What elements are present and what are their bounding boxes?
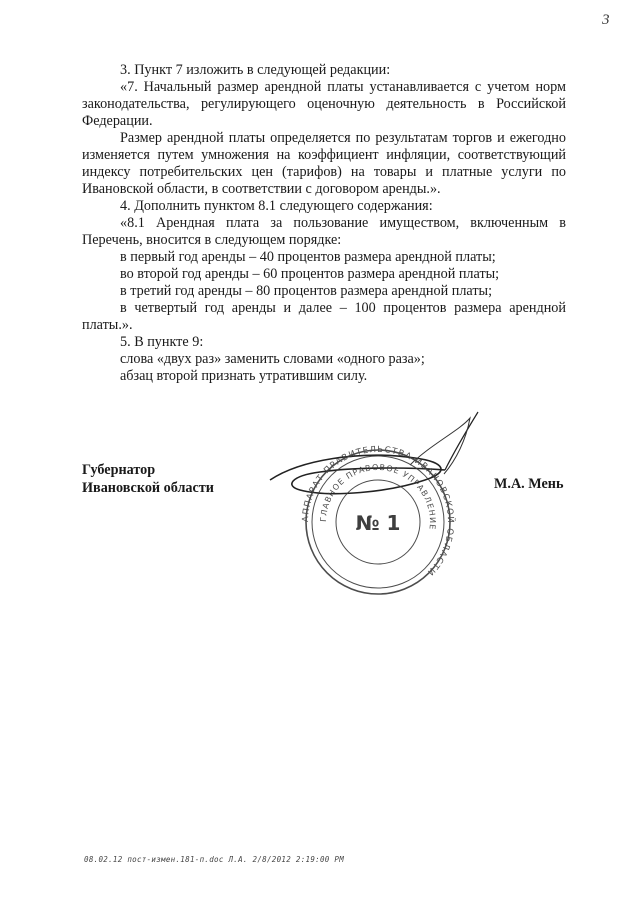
list-item-year-2: во второй год аренды – 60 процентов размера арендной платы; [120,266,500,282]
stamp [301,445,457,594]
paragraph-clause-8-1: «8.1 Арендная плата за пользование имуществом, включенным в Перечень, вносится в следующем порядке: [82,215,566,248]
stamp-inner-text: ГЛАВНОЕ ПРАВОВОЕ УПРАВЛЕНИЕ [318,462,438,531]
document-body [82,62,566,385]
stamp-outer-text: АППАРАТ ПРАВИТЕЛЬСТВА ИВАНОВСКОЙ ОБЛАСТИ [300,444,456,578]
list-item-replace-words: слова «двух раз» заменить словами «одного раза»; [120,351,425,367]
footer-file-info: 08.02.12 пост-измен.181-п.doc Л.А. 2/8/2012 2:19:00 PM [84,855,345,864]
signature-stroke-tail [445,412,478,470]
signature-and-stamp [230,410,490,595]
list-item-repeal-paragraph: абзац второй признать утратившим силу. [120,368,368,384]
paragraph-item-3: 3. Пункт 7 изложить в следующей редакции: [120,62,391,78]
paragraph-clause-7: «7. Начальный размер арендной платы устанавливается с учетом норм законодательства, регулирующего оценочную деятельность в Российской Федерации. [82,79,566,129]
signatory-name: М.А. Мень [494,476,564,492]
signatory-title-line2: Ивановской области [82,480,214,496]
paragraph-item-4: 4. Дополнить пунктом 8.1 следующего содержания: [120,198,433,214]
list-item-year-4: в четвертый год аренды и далее – 100 процентов размера арендной платы.». [82,300,566,333]
paragraph-item-5: 5. В пункте 9: [120,334,204,350]
page-number: 3 [602,12,610,28]
signatory-title-line1: Губернатор [82,462,156,478]
list-item-year-3: в третий год аренды – 80 процентов размера арендной платы; [120,283,493,299]
paragraph-rent-determination: Размер арендной платы определяется по результатам торгов и ежегодно изменяется путем умножения на коэффициент инфляции, соответствующий индексу потребительских цен (тарифов) на товары и платные услуги по Ивановской области, в соответствии с договором аренды.». [82,130,566,197]
list-item-year-1: в первый год аренды – 40 процентов размера арендной платы; [120,249,496,265]
stamp-number: № 1 [355,511,401,535]
signatory-title [82,461,214,497]
